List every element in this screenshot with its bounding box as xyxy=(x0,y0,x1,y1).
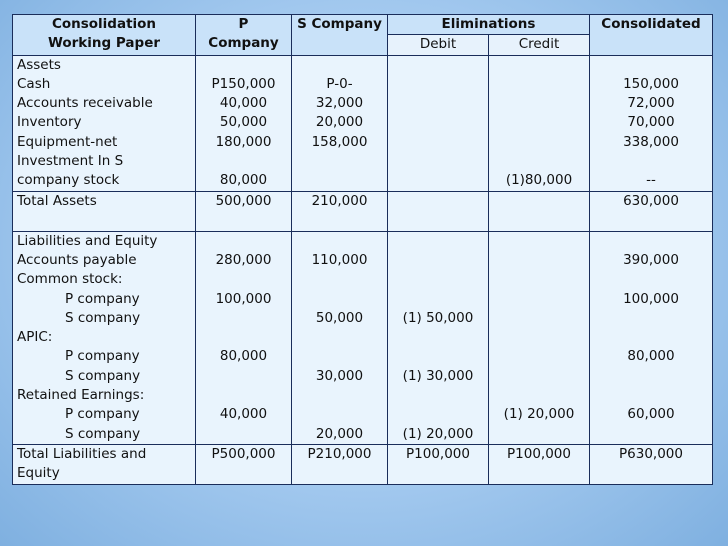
p-company-value xyxy=(200,309,287,328)
line-item-label: Investment In S xyxy=(17,153,124,170)
line-item-label: P company xyxy=(65,406,140,423)
consolidated-value: 72,000 xyxy=(627,95,675,112)
credit-value xyxy=(493,94,585,113)
consolidated-value: 70,000 xyxy=(627,114,675,131)
debit-value xyxy=(392,232,484,251)
total-liabilities-p: P500,000 xyxy=(196,444,292,484)
total-assets-s: 210,000 xyxy=(292,191,388,231)
p-company-value: 280,000 xyxy=(215,251,272,268)
liabilities-labels xyxy=(13,231,196,444)
s-company-value xyxy=(296,347,383,366)
line-item-label: Inventory xyxy=(17,114,82,131)
p-company-value xyxy=(200,270,287,289)
line-item-label: Retained Earnings: xyxy=(17,387,145,404)
credit-value: (1)80,000 xyxy=(505,172,573,189)
debit-value xyxy=(392,75,484,94)
header-working-paper xyxy=(13,15,196,56)
consolidated-value xyxy=(594,425,708,444)
line-item-label: P company xyxy=(65,348,140,365)
s-company-value xyxy=(296,405,383,424)
consolidated-value xyxy=(594,56,708,75)
credit-value xyxy=(493,113,585,132)
liabilities-credit-values xyxy=(489,231,590,444)
credit-value xyxy=(493,309,585,328)
credit-value xyxy=(493,367,585,386)
header-p-company xyxy=(196,15,292,56)
p-company-value: 100,000 xyxy=(215,290,272,307)
header-p-company-line1: P xyxy=(238,16,249,32)
s-company-value xyxy=(296,290,383,309)
total-liabilities-label-line1: Total Liabilities and xyxy=(17,445,147,462)
total-assets-row xyxy=(13,191,713,231)
total-liabilities-debit: P100,000 xyxy=(388,444,489,484)
p-company-value xyxy=(200,152,287,171)
consolidated-value xyxy=(594,386,708,405)
assets-section xyxy=(13,55,713,191)
s-company-value xyxy=(296,386,383,405)
header-eliminations: Eliminations xyxy=(388,15,590,35)
p-company-value xyxy=(200,367,287,386)
consolidated-value: 150,000 xyxy=(623,75,679,92)
header-working-paper-line1: Consolidation xyxy=(51,16,157,32)
s-company-value xyxy=(296,328,383,347)
credit-value xyxy=(493,75,585,94)
total-assets-credit xyxy=(489,191,590,231)
liabilities-s-company-values xyxy=(292,231,388,444)
p-company-value: 80,000 xyxy=(219,348,268,365)
p-company-value: 40,000 xyxy=(219,406,268,423)
debit-value xyxy=(392,270,484,289)
credit-value xyxy=(493,425,585,444)
debit-value xyxy=(392,113,484,132)
liabilities-p-company-values xyxy=(196,231,292,444)
assets-consolidated-values xyxy=(590,55,713,191)
total-assets-debit xyxy=(388,191,489,231)
credit-value: (1) 20,000 xyxy=(503,406,575,423)
line-item-label: Accounts receivable xyxy=(17,95,153,112)
credit-value xyxy=(493,347,585,366)
liabilities-section xyxy=(13,231,713,444)
liabilities-consolidated-values xyxy=(590,231,713,444)
header-consolidated: Consolidated xyxy=(590,15,713,56)
p-company-value xyxy=(200,328,287,347)
debit-value xyxy=(392,347,484,366)
line-item-label: Common stock: xyxy=(17,271,123,288)
total-liabilities-s: P210,000 xyxy=(292,444,388,484)
debit-value xyxy=(392,405,484,424)
line-item-label: Cash xyxy=(17,75,51,92)
header-credit: Credit xyxy=(489,35,590,55)
assets-credit-values xyxy=(489,55,590,191)
debit-value xyxy=(392,328,484,347)
header-row xyxy=(13,15,713,35)
consolidated-value: 60,000 xyxy=(627,406,675,423)
p-company-value xyxy=(200,386,287,405)
header-debit: Debit xyxy=(388,35,489,55)
s-company-value: 50,000 xyxy=(315,309,364,326)
line-item-label: S company xyxy=(65,367,141,384)
line-item-label: company stock xyxy=(17,172,120,189)
debit-value xyxy=(392,133,484,152)
total-liabilities-label-line2: Equity xyxy=(17,465,60,482)
debit-value: (1) 50,000 xyxy=(402,309,474,326)
p-company-value: 180,000 xyxy=(215,133,272,150)
consolidated-value: 390,000 xyxy=(623,251,679,268)
line-item-label: S company xyxy=(65,425,141,442)
p-company-value: P150,000 xyxy=(211,75,276,92)
consolidated-value: 338,000 xyxy=(623,133,679,150)
line-item-label: Liabilities and Equity xyxy=(17,232,158,249)
p-company-value xyxy=(200,232,287,251)
s-company-value xyxy=(296,152,383,171)
p-company-value: 80,000 xyxy=(219,172,268,189)
assets-s-company-values xyxy=(292,55,388,191)
consolidated-value xyxy=(594,367,708,386)
debit-value xyxy=(392,94,484,113)
s-company-value: 32,000 xyxy=(315,95,364,112)
credit-value xyxy=(493,328,585,347)
s-company-value: 20,000 xyxy=(315,425,364,442)
total-assets-p: 500,000 xyxy=(196,191,292,231)
debit-value xyxy=(392,171,484,190)
debit-value xyxy=(392,386,484,405)
p-company-value xyxy=(200,56,287,75)
s-company-value: 110,000 xyxy=(311,251,368,268)
line-item-label: S company xyxy=(65,309,141,326)
s-company-value xyxy=(296,171,383,190)
credit-value xyxy=(493,386,585,405)
assets-debit-values xyxy=(388,55,489,191)
assets-p-company-values xyxy=(196,55,292,191)
total-liabilities-label xyxy=(13,444,196,484)
debit-value xyxy=(392,152,484,171)
s-company-value: P-0- xyxy=(326,75,353,92)
line-item-label: P company xyxy=(65,290,140,307)
credit-value xyxy=(493,270,585,289)
s-company-value xyxy=(296,232,383,251)
total-liabilities-consolidated: P630,000 xyxy=(590,444,713,484)
debit-value: (1) 30,000 xyxy=(402,367,474,384)
debit-value: (1) 20,000 xyxy=(402,425,474,442)
line-item-label: APIC: xyxy=(17,329,53,346)
s-company-value: 30,000 xyxy=(315,367,364,384)
total-assets-consolidated: 630,000 xyxy=(590,191,713,231)
consolidation-working-paper-table xyxy=(12,14,713,485)
s-company-value xyxy=(296,56,383,75)
consolidated-value: 80,000 xyxy=(627,348,675,365)
total-assets-label: Total Assets xyxy=(13,191,196,231)
consolidated-value xyxy=(594,232,708,251)
header-p-company-line2: Company xyxy=(208,35,279,52)
credit-value xyxy=(493,290,585,309)
p-company-value: 50,000 xyxy=(219,114,268,131)
debit-value xyxy=(392,56,484,75)
credit-value xyxy=(493,133,585,152)
liabilities-debit-values xyxy=(388,231,489,444)
debit-value xyxy=(392,251,484,270)
consolidated-value xyxy=(594,270,708,289)
consolidated-value xyxy=(594,309,708,328)
credit-value xyxy=(493,251,585,270)
consolidated-value xyxy=(594,328,708,347)
header-working-paper-line2: Working Paper xyxy=(47,35,161,52)
consolidated-value: 100,000 xyxy=(623,290,679,307)
header-s-company: S Company xyxy=(292,15,388,56)
total-liabilities-credit: P100,000 xyxy=(489,444,590,484)
p-company-value xyxy=(200,425,287,444)
consolidated-value: -- xyxy=(646,172,656,189)
total-liabilities-row xyxy=(13,444,713,484)
line-item-label: Assets xyxy=(17,56,61,73)
credit-value xyxy=(493,152,585,171)
s-company-value xyxy=(296,270,383,289)
debit-value xyxy=(392,290,484,309)
credit-value xyxy=(493,232,585,251)
consolidated-value xyxy=(594,152,708,171)
line-item-label: Equipment-net xyxy=(17,133,118,150)
p-company-value: 40,000 xyxy=(219,95,268,112)
line-item-label: Accounts payable xyxy=(17,251,137,268)
credit-value xyxy=(493,56,585,75)
s-company-value: 158,000 xyxy=(311,133,368,150)
assets-labels xyxy=(13,55,196,191)
s-company-value: 20,000 xyxy=(315,114,364,131)
